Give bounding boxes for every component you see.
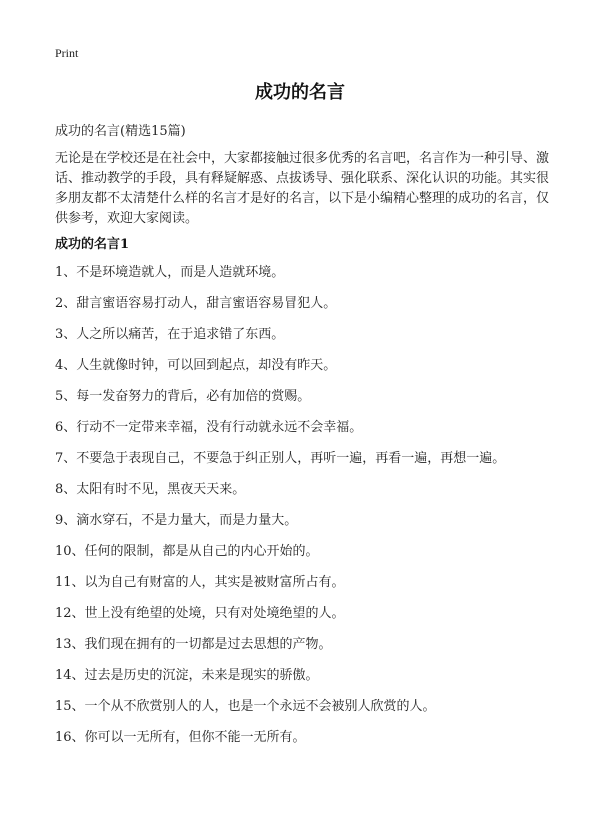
list-item: 4、人生就像时钟，可以回到起点，却没有昨天。 — [55, 358, 337, 373]
quote-list — [55, 264, 555, 760]
list-item: 6、行动不一定带来幸福，没有行动就永远不会幸福。 — [55, 420, 363, 435]
list-item: 11、以为自己有财富的人，其实是被财富所占有。 — [55, 575, 345, 590]
list-item: 3、人之所以痛苦，在于追求错了东西。 — [55, 327, 285, 342]
page-title: 成功的名言 — [255, 82, 345, 103]
list-item: 9、滴水穿石，不是力量大，而是力量大。 — [55, 513, 298, 528]
list-item: 8、太阳有时不见，黑夜天天来。 — [55, 482, 246, 497]
list-item: 15、一个从不欣赏别人的人，也是一个永远不会被别人欣赏的人。 — [55, 699, 436, 714]
print-link[interactable]: Print — [55, 46, 79, 60]
document-subtitle: 成功的名言(精选15篇) — [55, 124, 186, 139]
list-item: 7、不要急于表现自己，不要急于纠正别人，再听一遍，再看一遍，再想一遍。 — [55, 451, 506, 466]
list-item: 12、世上没有绝望的处境，只有对处境绝望的人。 — [55, 606, 345, 621]
list-item: 16、你可以一无所有，但你不能一无所有。 — [55, 730, 306, 745]
list-item: 13、我们现在拥有的一切都是过去思想的产物。 — [55, 637, 332, 652]
list-item: 1、不是环境造就人，而是人造就环境。 — [55, 265, 285, 280]
list-item: 2、甜言蜜语容易打动人，甜言蜜语容易冒犯人。 — [55, 296, 337, 311]
intro-paragraph: 无论是在学校还是在社会中，大家都接触过很多优秀的名言吧，名言作为一种引导、激话、推动教学的手段，具有释疑解惑、点拔诱导、强化联系、深化认识的功能。其实很多朋友都不太清楚什么样的名言才是好的名言，以下是小编精心整理的成功的名言，仅供参考，欢迎大家阅读。 — [55, 151, 550, 226]
list-item: 5、每一发奋努力的背后，必有加倍的赏赐。 — [55, 389, 311, 404]
list-item: 14、过去是历史的沉淀，未来是现实的骄傲。 — [55, 668, 319, 683]
section-heading: 成功的名言1 — [55, 237, 130, 252]
list-item: 10、任何的限制，都是从自己的内心开始的。 — [55, 544, 319, 559]
